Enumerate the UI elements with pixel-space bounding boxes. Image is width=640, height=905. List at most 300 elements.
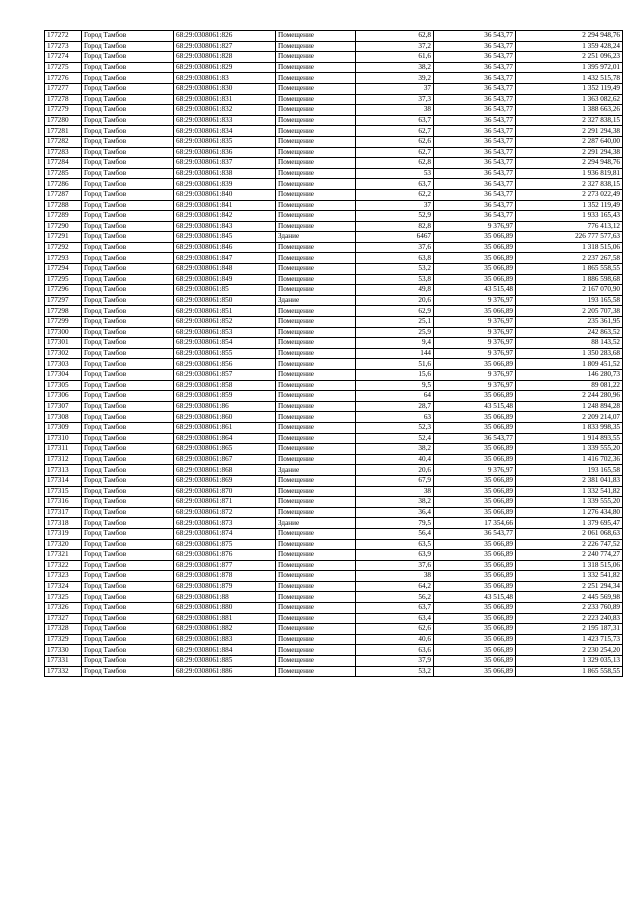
object-type-cell: Помещение xyxy=(276,62,356,73)
municipality-cell: Город Тамбов xyxy=(82,94,174,105)
row-number-cell: 177275 xyxy=(45,62,82,73)
table-row xyxy=(45,581,623,592)
table-row xyxy=(45,412,623,423)
document-page xyxy=(44,30,622,677)
area-cell: 38 xyxy=(356,486,434,497)
municipality-cell: Город Тамбов xyxy=(82,126,174,137)
cadastral-value-table xyxy=(44,30,623,677)
object-type-cell: Помещение xyxy=(276,666,356,677)
row-number-cell: 177273 xyxy=(45,41,82,52)
row-number-cell: 177328 xyxy=(45,624,82,635)
cadastral-value-cell: 2 205 707,38 xyxy=(516,306,623,317)
cadastral-value-cell: 1 359 428,24 xyxy=(516,41,623,52)
cadastral-number-cell: 68:29:0308061:850 xyxy=(174,295,276,306)
cadastral-number-cell: 68:29:0308061:845 xyxy=(174,232,276,243)
table-row xyxy=(45,115,623,126)
cadastral-number-cell: 68:29:0308061:847 xyxy=(174,253,276,264)
object-type-cell: Помещение xyxy=(276,539,356,550)
cadastral-number-cell: 68:29:0308061:877 xyxy=(174,560,276,571)
cadastral-number-cell: 68:29:0308061:833 xyxy=(174,115,276,126)
municipality-cell: Город Тамбов xyxy=(82,603,174,614)
cadastral-value-cell: 2 233 760,89 xyxy=(516,603,623,614)
table-row xyxy=(45,242,623,253)
row-number-cell: 177292 xyxy=(45,242,82,253)
cadastral-number-cell: 68:29:0308061:861 xyxy=(174,422,276,433)
row-number-cell: 177280 xyxy=(45,115,82,126)
cadastral-value-cell: 1 248 894,28 xyxy=(516,401,623,412)
cadastral-number-cell: 68:29:0308061:876 xyxy=(174,550,276,561)
cadastral-number-cell: 68:29:0308061:846 xyxy=(174,242,276,253)
object-type-cell: Помещение xyxy=(276,41,356,52)
cadastral-value-cell: 2 195 187,31 xyxy=(516,624,623,635)
cadastral-value-cell: 1 388 663,26 xyxy=(516,105,623,116)
area-cell: 82,8 xyxy=(356,221,434,232)
area-cell: 49,8 xyxy=(356,285,434,296)
cadastral-value-cell: 1 379 695,47 xyxy=(516,518,623,529)
specific-value-cell: 36 543,77 xyxy=(434,433,516,444)
table-row xyxy=(45,158,623,169)
table-row xyxy=(45,211,623,222)
area-cell: 63,9 xyxy=(356,550,434,561)
specific-value-cell: 35 066,89 xyxy=(434,645,516,656)
table-row xyxy=(45,391,623,402)
specific-value-cell: 36 543,77 xyxy=(434,62,516,73)
cadastral-number-cell: 68:29:0308061:848 xyxy=(174,264,276,275)
municipality-cell: Город Тамбов xyxy=(82,274,174,285)
area-cell: 20,6 xyxy=(356,295,434,306)
municipality-cell: Город Тамбов xyxy=(82,624,174,635)
cadastral-value-cell: 2 244 280,96 xyxy=(516,391,623,402)
cadastral-value-cell: 1 332 541,82 xyxy=(516,571,623,582)
row-number-cell: 177306 xyxy=(45,391,82,402)
cadastral-number-cell: 68:29:0308061:826 xyxy=(174,31,276,42)
table-row xyxy=(45,41,623,52)
area-cell: 20,6 xyxy=(356,465,434,476)
cadastral-number-cell: 68:29:0308061:837 xyxy=(174,158,276,169)
area-cell: 37 xyxy=(356,83,434,94)
area-cell: 53,8 xyxy=(356,274,434,285)
object-type-cell: Помещение xyxy=(276,603,356,614)
object-type-cell: Помещение xyxy=(276,412,356,423)
row-number-cell: 177276 xyxy=(45,73,82,84)
row-number-cell: 177288 xyxy=(45,200,82,211)
table-row xyxy=(45,338,623,349)
object-type-cell: Помещение xyxy=(276,83,356,94)
area-cell: 64 xyxy=(356,391,434,402)
table-row xyxy=(45,295,623,306)
municipality-cell: Город Тамбов xyxy=(82,338,174,349)
cadastral-number-cell: 68:29:0308061:864 xyxy=(174,433,276,444)
cadastral-number-cell: 68:29:0308061:832 xyxy=(174,105,276,116)
municipality-cell: Город Тамбов xyxy=(82,189,174,200)
row-number-cell: 177322 xyxy=(45,560,82,571)
cadastral-number-cell: 68:29:0308061:835 xyxy=(174,136,276,147)
area-cell: 144 xyxy=(356,348,434,359)
table-row xyxy=(45,94,623,105)
object-type-cell: Помещение xyxy=(276,105,356,116)
cadastral-value-cell: 1 865 558,55 xyxy=(516,666,623,677)
area-cell: 38 xyxy=(356,105,434,116)
specific-value-cell: 9 376,97 xyxy=(434,370,516,381)
cadastral-value-cell: 776 413,12 xyxy=(516,221,623,232)
area-cell: 6467 xyxy=(356,232,434,243)
specific-value-cell: 43 515,48 xyxy=(434,592,516,603)
cadastral-value-cell: 2 230 254,20 xyxy=(516,645,623,656)
area-cell: 37,6 xyxy=(356,560,434,571)
specific-value-cell: 35 066,89 xyxy=(434,539,516,550)
specific-value-cell: 35 066,89 xyxy=(434,274,516,285)
cadastral-value-cell: 235 361,95 xyxy=(516,317,623,328)
area-cell: 37,9 xyxy=(356,656,434,667)
row-number-cell: 177281 xyxy=(45,126,82,137)
object-type-cell: Помещение xyxy=(276,242,356,253)
municipality-cell: Город Тамбов xyxy=(82,401,174,412)
row-number-cell: 177279 xyxy=(45,105,82,116)
cadastral-value-cell: 242 863,52 xyxy=(516,327,623,338)
table-row xyxy=(45,550,623,561)
cadastral-value-cell: 88 143,52 xyxy=(516,338,623,349)
cadastral-number-cell: 68:29:0308061:880 xyxy=(174,603,276,614)
row-number-cell: 177287 xyxy=(45,189,82,200)
specific-value-cell: 35 066,89 xyxy=(434,666,516,677)
cadastral-value-cell: 2 327 838,15 xyxy=(516,179,623,190)
cadastral-number-cell: 68:29:0308061:873 xyxy=(174,518,276,529)
cadastral-number-cell: 68:29:0308061:831 xyxy=(174,94,276,105)
municipality-cell: Город Тамбов xyxy=(82,83,174,94)
cadastral-number-cell: 68:29:0308061:836 xyxy=(174,147,276,158)
object-type-cell: Помещение xyxy=(276,211,356,222)
row-number-cell: 177315 xyxy=(45,486,82,497)
cadastral-number-cell: 68:29:0308061:855 xyxy=(174,348,276,359)
cadastral-value-cell: 146 280,73 xyxy=(516,370,623,381)
table-row xyxy=(45,274,623,285)
municipality-cell: Город Тамбов xyxy=(82,560,174,571)
table-row xyxy=(45,454,623,465)
specific-value-cell: 35 066,89 xyxy=(434,242,516,253)
specific-value-cell: 36 543,77 xyxy=(434,83,516,94)
cadastral-number-cell: 68:29:0308061:852 xyxy=(174,317,276,328)
object-type-cell: Здание xyxy=(276,465,356,476)
cadastral-value-cell: 1 339 555,20 xyxy=(516,444,623,455)
table-row xyxy=(45,264,623,275)
row-number-cell: 177277 xyxy=(45,83,82,94)
table-row xyxy=(45,571,623,582)
municipality-cell: Город Тамбов xyxy=(82,211,174,222)
cadastral-value-cell: 2 445 569,98 xyxy=(516,592,623,603)
cadastral-value-cell: 1 886 598,68 xyxy=(516,274,623,285)
cadastral-number-cell: 68:29:0308061:842 xyxy=(174,211,276,222)
cadastral-value-cell: 2 294 948,76 xyxy=(516,31,623,42)
object-type-cell: Помещение xyxy=(276,31,356,42)
row-number-cell: 177326 xyxy=(45,603,82,614)
cadastral-number-cell: 68:29:0308061:851 xyxy=(174,306,276,317)
area-cell: 63,7 xyxy=(356,179,434,190)
cadastral-number-cell: 68:29:0308061:872 xyxy=(174,507,276,518)
object-type-cell: Помещение xyxy=(276,454,356,465)
row-number-cell: 177321 xyxy=(45,550,82,561)
specific-value-cell: 9 376,97 xyxy=(434,327,516,338)
specific-value-cell: 9 376,97 xyxy=(434,380,516,391)
cadastral-value-cell: 193 165,58 xyxy=(516,465,623,476)
municipality-cell: Город Тамбов xyxy=(82,359,174,370)
municipality-cell: Город Тамбов xyxy=(82,136,174,147)
municipality-cell: Город Тамбов xyxy=(82,264,174,275)
municipality-cell: Город Тамбов xyxy=(82,613,174,624)
cadastral-value-cell: 1 332 541,82 xyxy=(516,486,623,497)
row-number-cell: 177300 xyxy=(45,327,82,338)
cadastral-number-cell: 68:29:0308061:884 xyxy=(174,645,276,656)
cadastral-value-cell: 1 423 715,73 xyxy=(516,634,623,645)
table-row xyxy=(45,126,623,137)
area-cell: 40,6 xyxy=(356,634,434,645)
municipality-cell: Город Тамбов xyxy=(82,528,174,539)
row-number-cell: 177327 xyxy=(45,613,82,624)
specific-value-cell: 35 066,89 xyxy=(434,613,516,624)
table-row xyxy=(45,539,623,550)
area-cell: 79,5 xyxy=(356,518,434,529)
area-cell: 52,9 xyxy=(356,211,434,222)
specific-value-cell: 36 543,77 xyxy=(434,168,516,179)
table-row xyxy=(45,179,623,190)
row-number-cell: 177324 xyxy=(45,581,82,592)
object-type-cell: Помещение xyxy=(276,624,356,635)
object-type-cell: Помещение xyxy=(276,433,356,444)
table-row xyxy=(45,603,623,614)
municipality-cell: Город Тамбов xyxy=(82,645,174,656)
table-row xyxy=(45,634,623,645)
cadastral-number-cell: 68:29:0308061:868 xyxy=(174,465,276,476)
municipality-cell: Город Тамбов xyxy=(82,168,174,179)
specific-value-cell: 35 066,89 xyxy=(434,634,516,645)
cadastral-value-cell: 2 251 294,34 xyxy=(516,581,623,592)
area-cell: 56,2 xyxy=(356,592,434,603)
row-number-cell: 177289 xyxy=(45,211,82,222)
table-row xyxy=(45,232,623,243)
area-cell: 62,7 xyxy=(356,126,434,137)
object-type-cell: Помещение xyxy=(276,285,356,296)
object-type-cell: Помещение xyxy=(276,497,356,508)
row-number-cell: 177319 xyxy=(45,528,82,539)
specific-value-cell: 35 066,89 xyxy=(434,444,516,455)
area-cell: 63,5 xyxy=(356,539,434,550)
cadastral-value-cell: 226 777 577,63 xyxy=(516,232,623,243)
table-row xyxy=(45,613,623,624)
cadastral-number-cell: 68:29:0308061:871 xyxy=(174,497,276,508)
cadastral-value-cell: 2 291 294,38 xyxy=(516,126,623,137)
row-number-cell: 177283 xyxy=(45,147,82,158)
specific-value-cell: 43 515,48 xyxy=(434,285,516,296)
object-type-cell: Помещение xyxy=(276,656,356,667)
object-type-cell: Помещение xyxy=(276,348,356,359)
cadastral-value-cell: 2 381 041,83 xyxy=(516,475,623,486)
area-cell: 28,7 xyxy=(356,401,434,412)
cadastral-value-cell: 2 291 294,38 xyxy=(516,147,623,158)
specific-value-cell: 9 376,97 xyxy=(434,465,516,476)
row-number-cell: 177320 xyxy=(45,539,82,550)
row-number-cell: 177298 xyxy=(45,306,82,317)
table-row xyxy=(45,656,623,667)
table-row xyxy=(45,348,623,359)
cadastral-number-cell: 68:29:0308061:882 xyxy=(174,624,276,635)
row-number-cell: 177278 xyxy=(45,94,82,105)
municipality-cell: Город Тамбов xyxy=(82,317,174,328)
municipality-cell: Город Тамбов xyxy=(82,221,174,232)
cadastral-value-cell: 1 276 434,80 xyxy=(516,507,623,518)
object-type-cell: Помещение xyxy=(276,592,356,603)
row-number-cell: 177317 xyxy=(45,507,82,518)
cadastral-number-cell: 68:29:0308061:885 xyxy=(174,656,276,667)
table-row xyxy=(45,433,623,444)
object-type-cell: Помещение xyxy=(276,274,356,285)
area-cell: 51,6 xyxy=(356,359,434,370)
table-row xyxy=(45,73,623,84)
municipality-cell: Город Тамбов xyxy=(82,539,174,550)
specific-value-cell: 35 066,89 xyxy=(434,581,516,592)
cadastral-number-cell: 68:29:0308061:853 xyxy=(174,327,276,338)
row-number-cell: 177290 xyxy=(45,221,82,232)
row-number-cell: 177295 xyxy=(45,274,82,285)
area-cell: 64,2 xyxy=(356,581,434,592)
object-type-cell: Помещение xyxy=(276,560,356,571)
cadastral-value-cell: 1 865 558,55 xyxy=(516,264,623,275)
municipality-cell: Город Тамбов xyxy=(82,31,174,42)
area-cell: 9,4 xyxy=(356,338,434,349)
area-cell: 38 xyxy=(356,571,434,582)
municipality-cell: Город Тамбов xyxy=(82,73,174,84)
object-type-cell: Помещение xyxy=(276,317,356,328)
municipality-cell: Город Тамбов xyxy=(82,656,174,667)
municipality-cell: Город Тамбов xyxy=(82,115,174,126)
area-cell: 37,2 xyxy=(356,41,434,52)
area-cell: 56,4 xyxy=(356,528,434,539)
table-row xyxy=(45,592,623,603)
object-type-cell: Помещение xyxy=(276,338,356,349)
municipality-cell: Город Тамбов xyxy=(82,327,174,338)
cadastral-number-cell: 68:29:0308061:856 xyxy=(174,359,276,370)
table-row xyxy=(45,528,623,539)
municipality-cell: Город Тамбов xyxy=(82,486,174,497)
cadastral-value-cell: 1 833 998,35 xyxy=(516,422,623,433)
row-number-cell: 177302 xyxy=(45,348,82,359)
cadastral-value-cell: 193 165,58 xyxy=(516,295,623,306)
table-row xyxy=(45,507,623,518)
table-row xyxy=(45,200,623,211)
table-row xyxy=(45,518,623,529)
specific-value-cell: 35 066,89 xyxy=(434,253,516,264)
cadastral-number-cell: 68:29:0308061:830 xyxy=(174,83,276,94)
area-cell: 25,9 xyxy=(356,327,434,338)
cadastral-number-cell: 68:29:0308061:854 xyxy=(174,338,276,349)
specific-value-cell: 9 376,97 xyxy=(434,295,516,306)
object-type-cell: Здание xyxy=(276,518,356,529)
cadastral-value-cell: 1 432 515,78 xyxy=(516,73,623,84)
cadastral-number-cell: 68:29:0308061:841 xyxy=(174,200,276,211)
municipality-cell: Город Тамбов xyxy=(82,200,174,211)
specific-value-cell: 9 376,97 xyxy=(434,221,516,232)
row-number-cell: 177294 xyxy=(45,264,82,275)
municipality-cell: Город Тамбов xyxy=(82,507,174,518)
object-type-cell: Помещение xyxy=(276,571,356,582)
cadastral-number-cell: 68:29:0308061:869 xyxy=(174,475,276,486)
row-number-cell: 177305 xyxy=(45,380,82,391)
object-type-cell: Помещение xyxy=(276,115,356,126)
table-row xyxy=(45,147,623,158)
specific-value-cell: 36 543,77 xyxy=(434,528,516,539)
row-number-cell: 177323 xyxy=(45,571,82,582)
cadastral-value-cell: 2 237 267,58 xyxy=(516,253,623,264)
municipality-cell: Город Тамбов xyxy=(82,348,174,359)
row-number-cell: 177309 xyxy=(45,422,82,433)
area-cell: 39,2 xyxy=(356,73,434,84)
specific-value-cell: 9 376,97 xyxy=(434,317,516,328)
specific-value-cell: 36 543,77 xyxy=(434,105,516,116)
area-cell: 15,6 xyxy=(356,370,434,381)
object-type-cell: Помещение xyxy=(276,401,356,412)
row-number-cell: 177330 xyxy=(45,645,82,656)
object-type-cell: Помещение xyxy=(276,634,356,645)
cadastral-number-cell: 68:29:0308061:83 xyxy=(174,73,276,84)
row-number-cell: 177325 xyxy=(45,592,82,603)
specific-value-cell: 35 066,89 xyxy=(434,560,516,571)
specific-value-cell: 36 543,77 xyxy=(434,200,516,211)
table-row xyxy=(45,560,623,571)
row-number-cell: 177291 xyxy=(45,232,82,243)
specific-value-cell: 35 066,89 xyxy=(434,422,516,433)
cadastral-value-cell: 1 339 555,20 xyxy=(516,497,623,508)
area-cell: 40,4 xyxy=(356,454,434,465)
specific-value-cell: 36 543,77 xyxy=(434,136,516,147)
municipality-cell: Город Тамбов xyxy=(82,285,174,296)
municipality-cell: Город Тамбов xyxy=(82,62,174,73)
specific-value-cell: 9 376,97 xyxy=(434,338,516,349)
cadastral-number-cell: 68:29:0308061:88 xyxy=(174,592,276,603)
area-cell: 38,2 xyxy=(356,62,434,73)
object-type-cell: Помещение xyxy=(276,168,356,179)
municipality-cell: Город Тамбов xyxy=(82,380,174,391)
municipality-cell: Город Тамбов xyxy=(82,518,174,529)
object-type-cell: Помещение xyxy=(276,306,356,317)
area-cell: 62,8 xyxy=(356,158,434,169)
area-cell: 62,2 xyxy=(356,189,434,200)
row-number-cell: 177297 xyxy=(45,295,82,306)
area-cell: 62,6 xyxy=(356,136,434,147)
area-cell: 52,4 xyxy=(356,433,434,444)
specific-value-cell: 35 066,89 xyxy=(434,656,516,667)
row-number-cell: 177303 xyxy=(45,359,82,370)
municipality-cell: Город Тамбов xyxy=(82,179,174,190)
area-cell: 62,8 xyxy=(356,31,434,42)
area-cell: 53 xyxy=(356,168,434,179)
table-row xyxy=(45,370,623,381)
area-cell: 63 xyxy=(356,412,434,423)
table-row xyxy=(45,497,623,508)
cadastral-value-cell: 2 251 096,23 xyxy=(516,52,623,63)
table-row xyxy=(45,486,623,497)
table-row xyxy=(45,253,623,264)
cadastral-number-cell: 68:29:0308061:860 xyxy=(174,412,276,423)
cadastral-number-cell: 68:29:0308061:843 xyxy=(174,221,276,232)
object-type-cell: Помещение xyxy=(276,179,356,190)
table-row xyxy=(45,168,623,179)
specific-value-cell: 35 066,89 xyxy=(434,475,516,486)
object-type-cell: Помещение xyxy=(276,422,356,433)
object-type-cell: Здание xyxy=(276,232,356,243)
cadastral-value-cell: 89 081,22 xyxy=(516,380,623,391)
specific-value-cell: 36 543,77 xyxy=(434,115,516,126)
object-type-cell: Помещение xyxy=(276,73,356,84)
area-cell: 25,1 xyxy=(356,317,434,328)
row-number-cell: 177313 xyxy=(45,465,82,476)
